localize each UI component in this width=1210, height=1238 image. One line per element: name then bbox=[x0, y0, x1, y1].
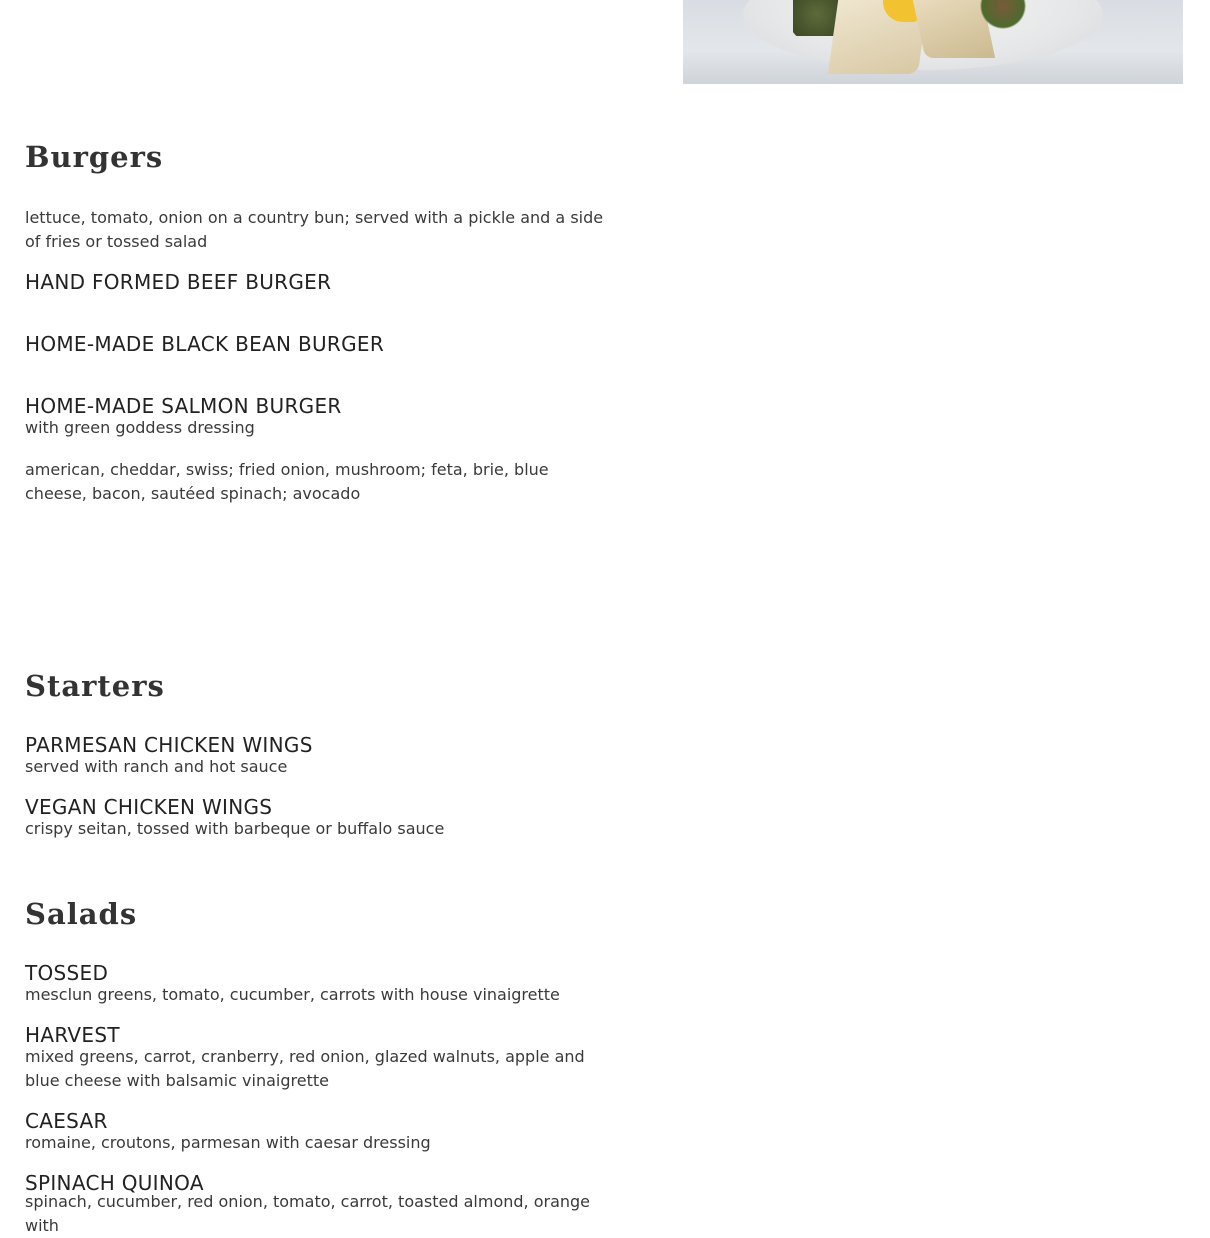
section-title-starters: Starters bbox=[25, 669, 165, 703]
menu-item-desc: mesclun greens, tomato, cucumber, carrots with house vinaigrette bbox=[25, 985, 560, 1004]
menu-item-name: TOSSED bbox=[25, 961, 109, 985]
menu-item-desc: spinach, cucumber, red onion, tomato, carrot, toasted almond, orange with bbox=[25, 1192, 591, 1235]
menu-item-desc: served with ranch and hot sauce bbox=[25, 757, 288, 776]
menu-item-name: CAESAR bbox=[25, 1109, 108, 1133]
menu-item-desc: with green goddess dressing bbox=[25, 418, 255, 437]
menu-item-name: SPINACH QUINOA bbox=[25, 1171, 204, 1195]
menu-item-name: PARMESAN CHICKEN WINGS bbox=[25, 733, 313, 757]
greens-shape bbox=[973, 0, 1033, 30]
burgers-intro: lettuce, tomato, onion on a country bun; served with a pickle and a side of fries or tossed salad bbox=[25, 208, 604, 251]
menu-item-name: HAND FORMED BEEF BURGER bbox=[25, 270, 332, 294]
food-photo bbox=[683, 0, 1183, 84]
menu-item-name: HOME-MADE BLACK BEAN BURGER bbox=[25, 332, 385, 356]
menu-item-name: HOME-MADE SALMON BURGER bbox=[25, 394, 342, 418]
menu-item-name: HARVEST bbox=[25, 1023, 120, 1047]
menu-item-desc: romaine, croutons, parmesan with caesar dressing bbox=[25, 1133, 431, 1152]
section-title-salads: Salads bbox=[25, 897, 138, 931]
menu-item-name: VEGAN CHICKEN WINGS bbox=[25, 795, 273, 819]
burgers-addons: american, cheddar, swiss; fried onion, mushroom; feta, brie, blue cheese, bacon, sautéed spinach; avocado bbox=[25, 460, 549, 503]
section-title-burgers: Burgers bbox=[25, 140, 164, 174]
menu-item-desc: mixed greens, carrot, cranberry, red onion, glazed walnuts, apple and blue cheese with balsamic vinaigrette bbox=[25, 1047, 585, 1090]
menu-item-desc: crispy seitan, tossed with barbeque or buffalo sauce bbox=[25, 819, 445, 838]
